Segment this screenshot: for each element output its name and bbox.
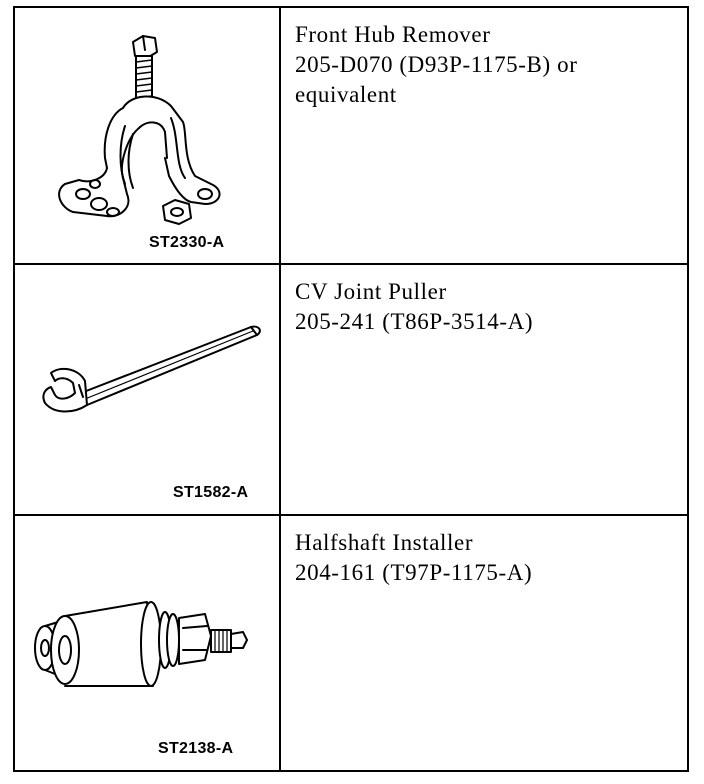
cv-joint-puller-wrench-icon bbox=[15, 265, 281, 515]
hub-remover-puller-icon bbox=[15, 8, 281, 265]
table-row bbox=[14, 264, 688, 514]
tool-note: equivalent bbox=[295, 82, 397, 107]
figure-id: ST1582-A bbox=[173, 484, 249, 502]
tool-part-number: 205-241 (T86P-3514-A) bbox=[295, 309, 534, 335]
tool-illustration-cell bbox=[14, 7, 280, 264]
figure-id: ST2138-A bbox=[158, 739, 234, 757]
special-tools-table bbox=[13, 6, 689, 772]
tool-illustration-cell bbox=[14, 515, 280, 771]
figure-id: ST2330-A bbox=[149, 234, 225, 251]
halfshaft-installer-icon bbox=[15, 516, 281, 772]
tool-description-cell bbox=[280, 515, 688, 771]
tool-name: Halfshaft Installer bbox=[295, 529, 474, 555]
table-row bbox=[14, 515, 688, 771]
tool-part-number: 204-161 (T97P-1175-A) bbox=[295, 559, 533, 585]
tool-description-cell bbox=[280, 264, 688, 514]
tool-name: Front Hub Remover bbox=[295, 22, 491, 47]
table-row bbox=[14, 7, 688, 264]
tool-part-number: 205-D070 (D93P-1175-B) or bbox=[295, 52, 578, 77]
tool-description-cell bbox=[280, 7, 688, 264]
tool-name: CV Joint Puller bbox=[295, 279, 447, 305]
tool-illustration-cell bbox=[14, 264, 280, 514]
